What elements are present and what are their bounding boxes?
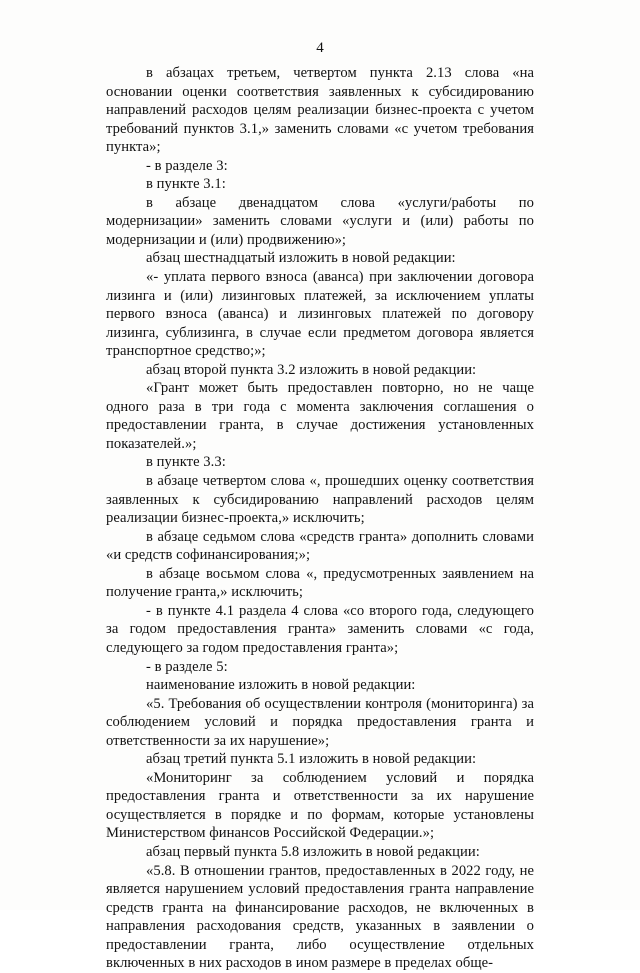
paragraph: - в разделе 3: bbox=[146, 157, 228, 174]
paragraph: наименование изложить в новой редакции: bbox=[146, 677, 416, 694]
paragraph: в абзаце восьмом слова «, предусмотренных заявлением на получение гранта,» исключить; bbox=[106, 565, 534, 601]
paragraph: в абзацах третьем, четвертом пункта 2.13 слова «на основании оценки соответствия заявленных к субсидированию направлений расходов целям реализации бизнес-проекта с учетом требований пунктов 3.1,» заменить словами «с учетом требования пункта»; bbox=[106, 65, 534, 156]
page-number: 4 bbox=[316, 40, 324, 56]
paragraph: в пункте 3.3: bbox=[146, 454, 226, 471]
paragraph: - в пункте 4.1 раздела 4 слова «со второго года, следующего за годом предоставления гранта» заменить словами «с года, следующего за годом предоставления гранта»; bbox=[106, 602, 534, 656]
paragraph: «Грант может быть предоставлен повторно, но не чаще одного раза в три года с момента заключения соглашения о предоставлении гранта, в случае достижения установленных показателей.»; bbox=[106, 380, 534, 452]
paragraph: - в разделе 5: bbox=[146, 658, 228, 675]
document-body bbox=[106, 64, 534, 973]
paragraph: в абзаце четвертом слова «, прошедших оценку соответствия заявленных к субсидированию направлений расходов целям реализации бизнес-проекта,» исключить; bbox=[106, 473, 534, 527]
paragraph: «Мониторинг за соблюдением условий и порядка предоставления гранта и ответственности за их нарушение осуществляется в порядке и по формам, которые установлены Министерством финансов Российской Федерации.»; bbox=[106, 769, 534, 842]
paragraph: в пункте 3.1: bbox=[146, 176, 226, 193]
paragraph: в абзаце двенадцатом слова «услуги/работы по модернизации» заменить словами «услуги и (или) работы по модернизации и (или) продвижению»; bbox=[106, 194, 534, 248]
paragraph: «- уплата первого взноса (аванса) при заключении договора лизинга и (или) лизинговых платежей, за исключением уплаты первого взноса (аванса) и лизинговых платежей по договору лизинга, сублизинга, в случае если предметом договора является транспортное средство;»; bbox=[106, 269, 534, 360]
paragraph: в абзаце седьмом слова «средств гранта» дополнить словами «и средств софинансирования;»; bbox=[106, 528, 534, 564]
paragraph: абзац первый пункта 5.8 изложить в новой редакции: bbox=[146, 843, 480, 860]
paragraph: «5.8. В отношении грантов, предоставленных в 2022 году, не является нарушением условий предоставления гранта направление средств гранта на финансирование расходов, не включенных в направления расходования средств, указанных в заявлении о предоставлении гранта, либо осуществление отдельных включенных в них расходов в ином размере в пределах обще- bbox=[106, 862, 534, 972]
paragraph: абзац второй пункта 3.2 изложить в новой редакции: bbox=[146, 361, 477, 378]
paragraph: абзац третий пункта 5.1 изложить в новой редакции: bbox=[146, 751, 477, 768]
paragraph: абзац шестнадцатый изложить в новой редакции: bbox=[146, 250, 456, 267]
paragraph: «5. Требования об осуществлении контроля (мониторинга) за соблюдением условий и порядка предоставления гранта и ответственности за их нарушение»; bbox=[106, 695, 534, 749]
